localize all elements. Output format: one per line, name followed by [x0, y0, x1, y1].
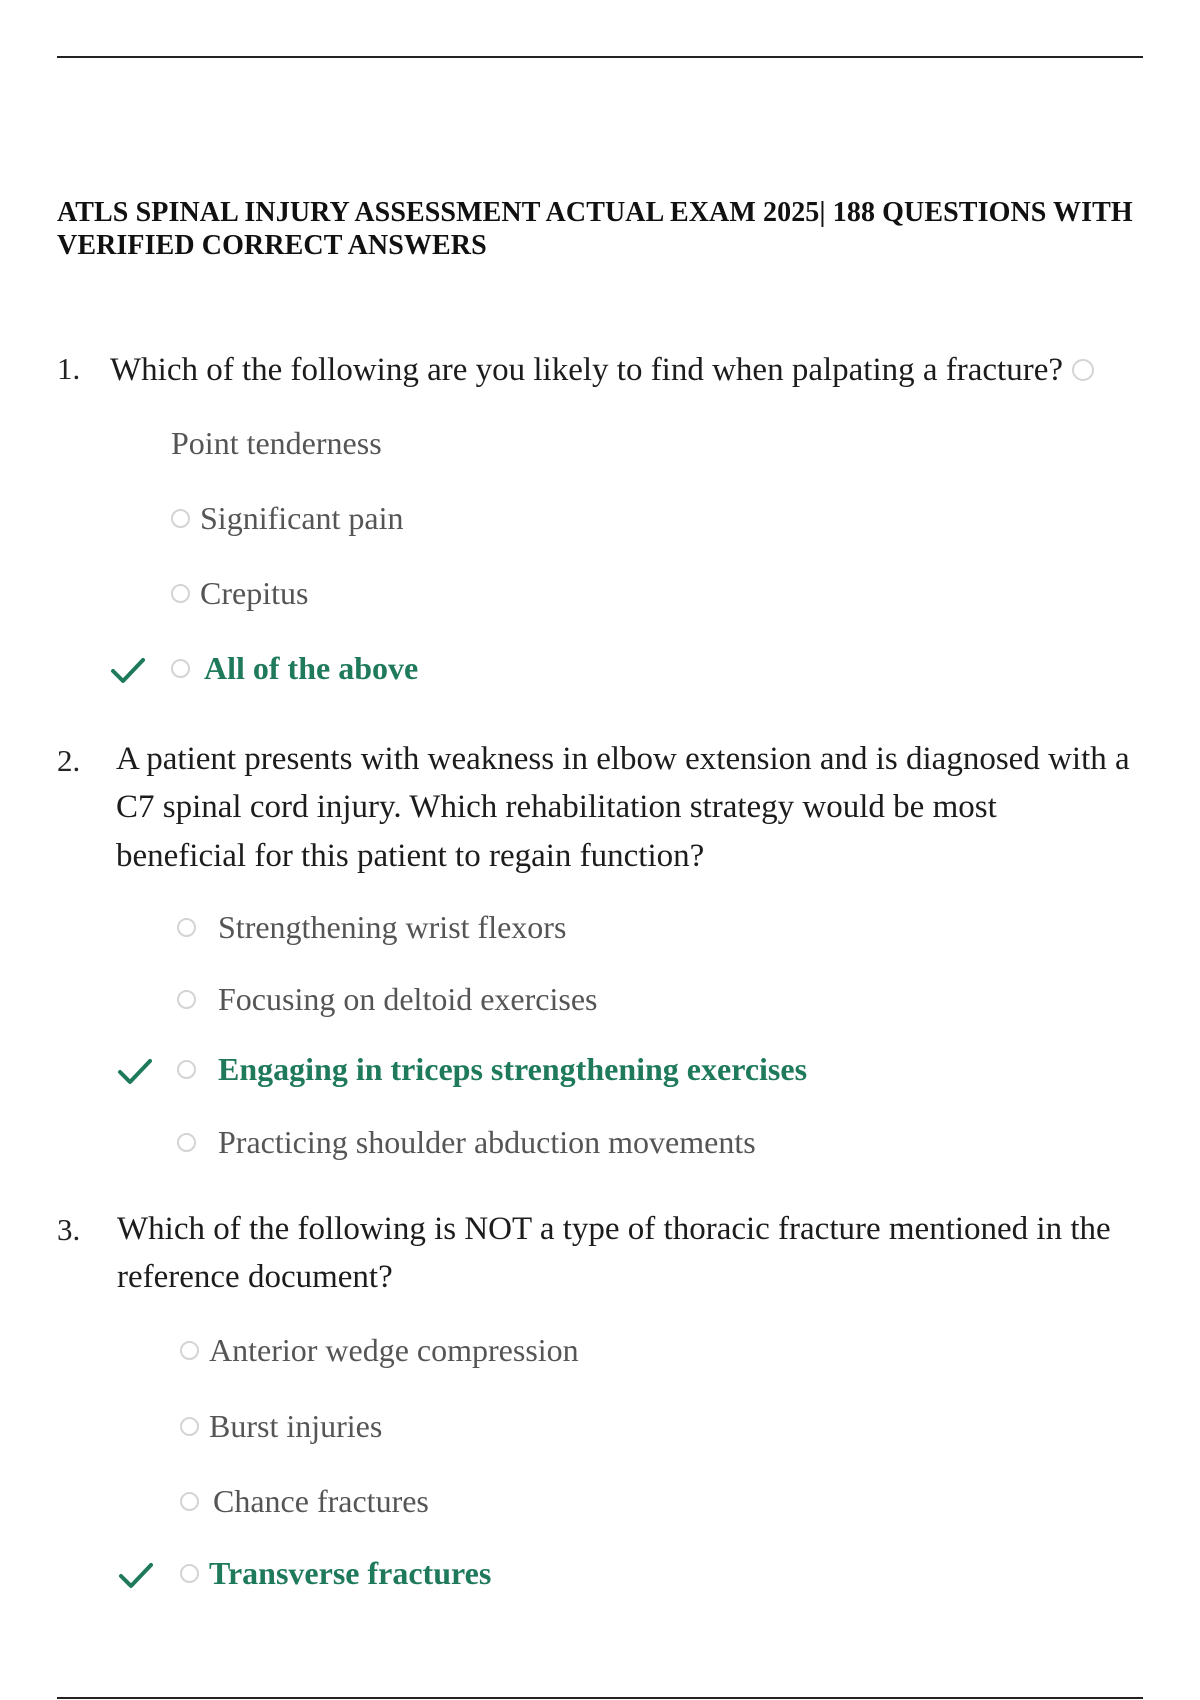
option-crepitus[interactable]: Crepitus — [171, 575, 308, 612]
radio-icon[interactable] — [180, 1564, 199, 1583]
option-practicing-shoulder-abduction-movements[interactable]: Practicing shoulder abduction movements — [177, 1124, 756, 1161]
option-strengthening-wrist-flexors[interactable]: Strengthening wrist flexors — [177, 909, 566, 946]
checkmark-icon — [117, 1057, 153, 1087]
option-point-tenderness[interactable]: Point tenderness — [171, 425, 382, 461]
option-engaging-in-triceps-strengthening-exercises[interactable]: Engaging in triceps strengthening exercises — [177, 1051, 807, 1088]
radio-icon[interactable] — [171, 584, 190, 603]
question-text-line-2: reference document? — [117, 1259, 393, 1295]
radio-icon[interactable] — [171, 659, 190, 678]
checkmark-icon — [110, 656, 146, 686]
radio-icon[interactable] — [177, 918, 196, 937]
checkmark-icon — [118, 1561, 154, 1591]
option-focusing-on-deltoid-exercises[interactable]: Focusing on deltoid exercises — [177, 981, 597, 1018]
question-number: 3. — [57, 1212, 81, 1247]
radio-icon[interactable] — [180, 1417, 199, 1436]
radio-icon[interactable] — [171, 509, 190, 528]
question-text-line-1: A patient presents with weakness in elbow extension and is diagnosed with a — [116, 741, 1130, 777]
radio-icon[interactable] — [177, 1133, 196, 1152]
option-significant-pain[interactable]: Significant pain — [171, 500, 404, 537]
radio-icon[interactable] — [180, 1341, 199, 1360]
question-text-line-3: beneficial for this patient to regain function? — [116, 838, 705, 874]
option-transverse-fractures[interactable]: Transverse fractures — [180, 1555, 491, 1592]
bottom-rule — [57, 1697, 1143, 1699]
radio-icon[interactable] — [1072, 359, 1094, 381]
radio-icon[interactable] — [177, 1060, 196, 1079]
option-burst-injuries[interactable]: Burst injuries — [180, 1408, 382, 1445]
top-rule — [57, 56, 1143, 58]
option-all-of-the-above[interactable]: All of the above — [171, 650, 418, 687]
document-title: ATLS SPINAL INJURY ASSESSMENT ACTUAL EXAM 2025| 188 QUESTIONS WITH VERIFIED CORRECT ANSWERS — [57, 197, 1133, 261]
question-text: Which of the following are you likely to find when palpating a fracture? — [110, 352, 1064, 388]
radio-icon[interactable] — [180, 1492, 199, 1511]
question-number: 1. — [57, 351, 81, 386]
option-anterior-wedge-compression[interactable]: Anterior wedge compression — [180, 1332, 579, 1369]
radio-icon[interactable] — [177, 990, 196, 1009]
question-text-line-2: C7 spinal cord injury. Which rehabilitation strategy would be most — [116, 789, 997, 825]
question-number: 2. — [57, 743, 81, 778]
option-chance-fractures[interactable]: Chance fractures — [180, 1483, 429, 1520]
question-text-line-1: Which of the following is NOT a type of thoracic fracture mentioned in the — [117, 1211, 1111, 1247]
